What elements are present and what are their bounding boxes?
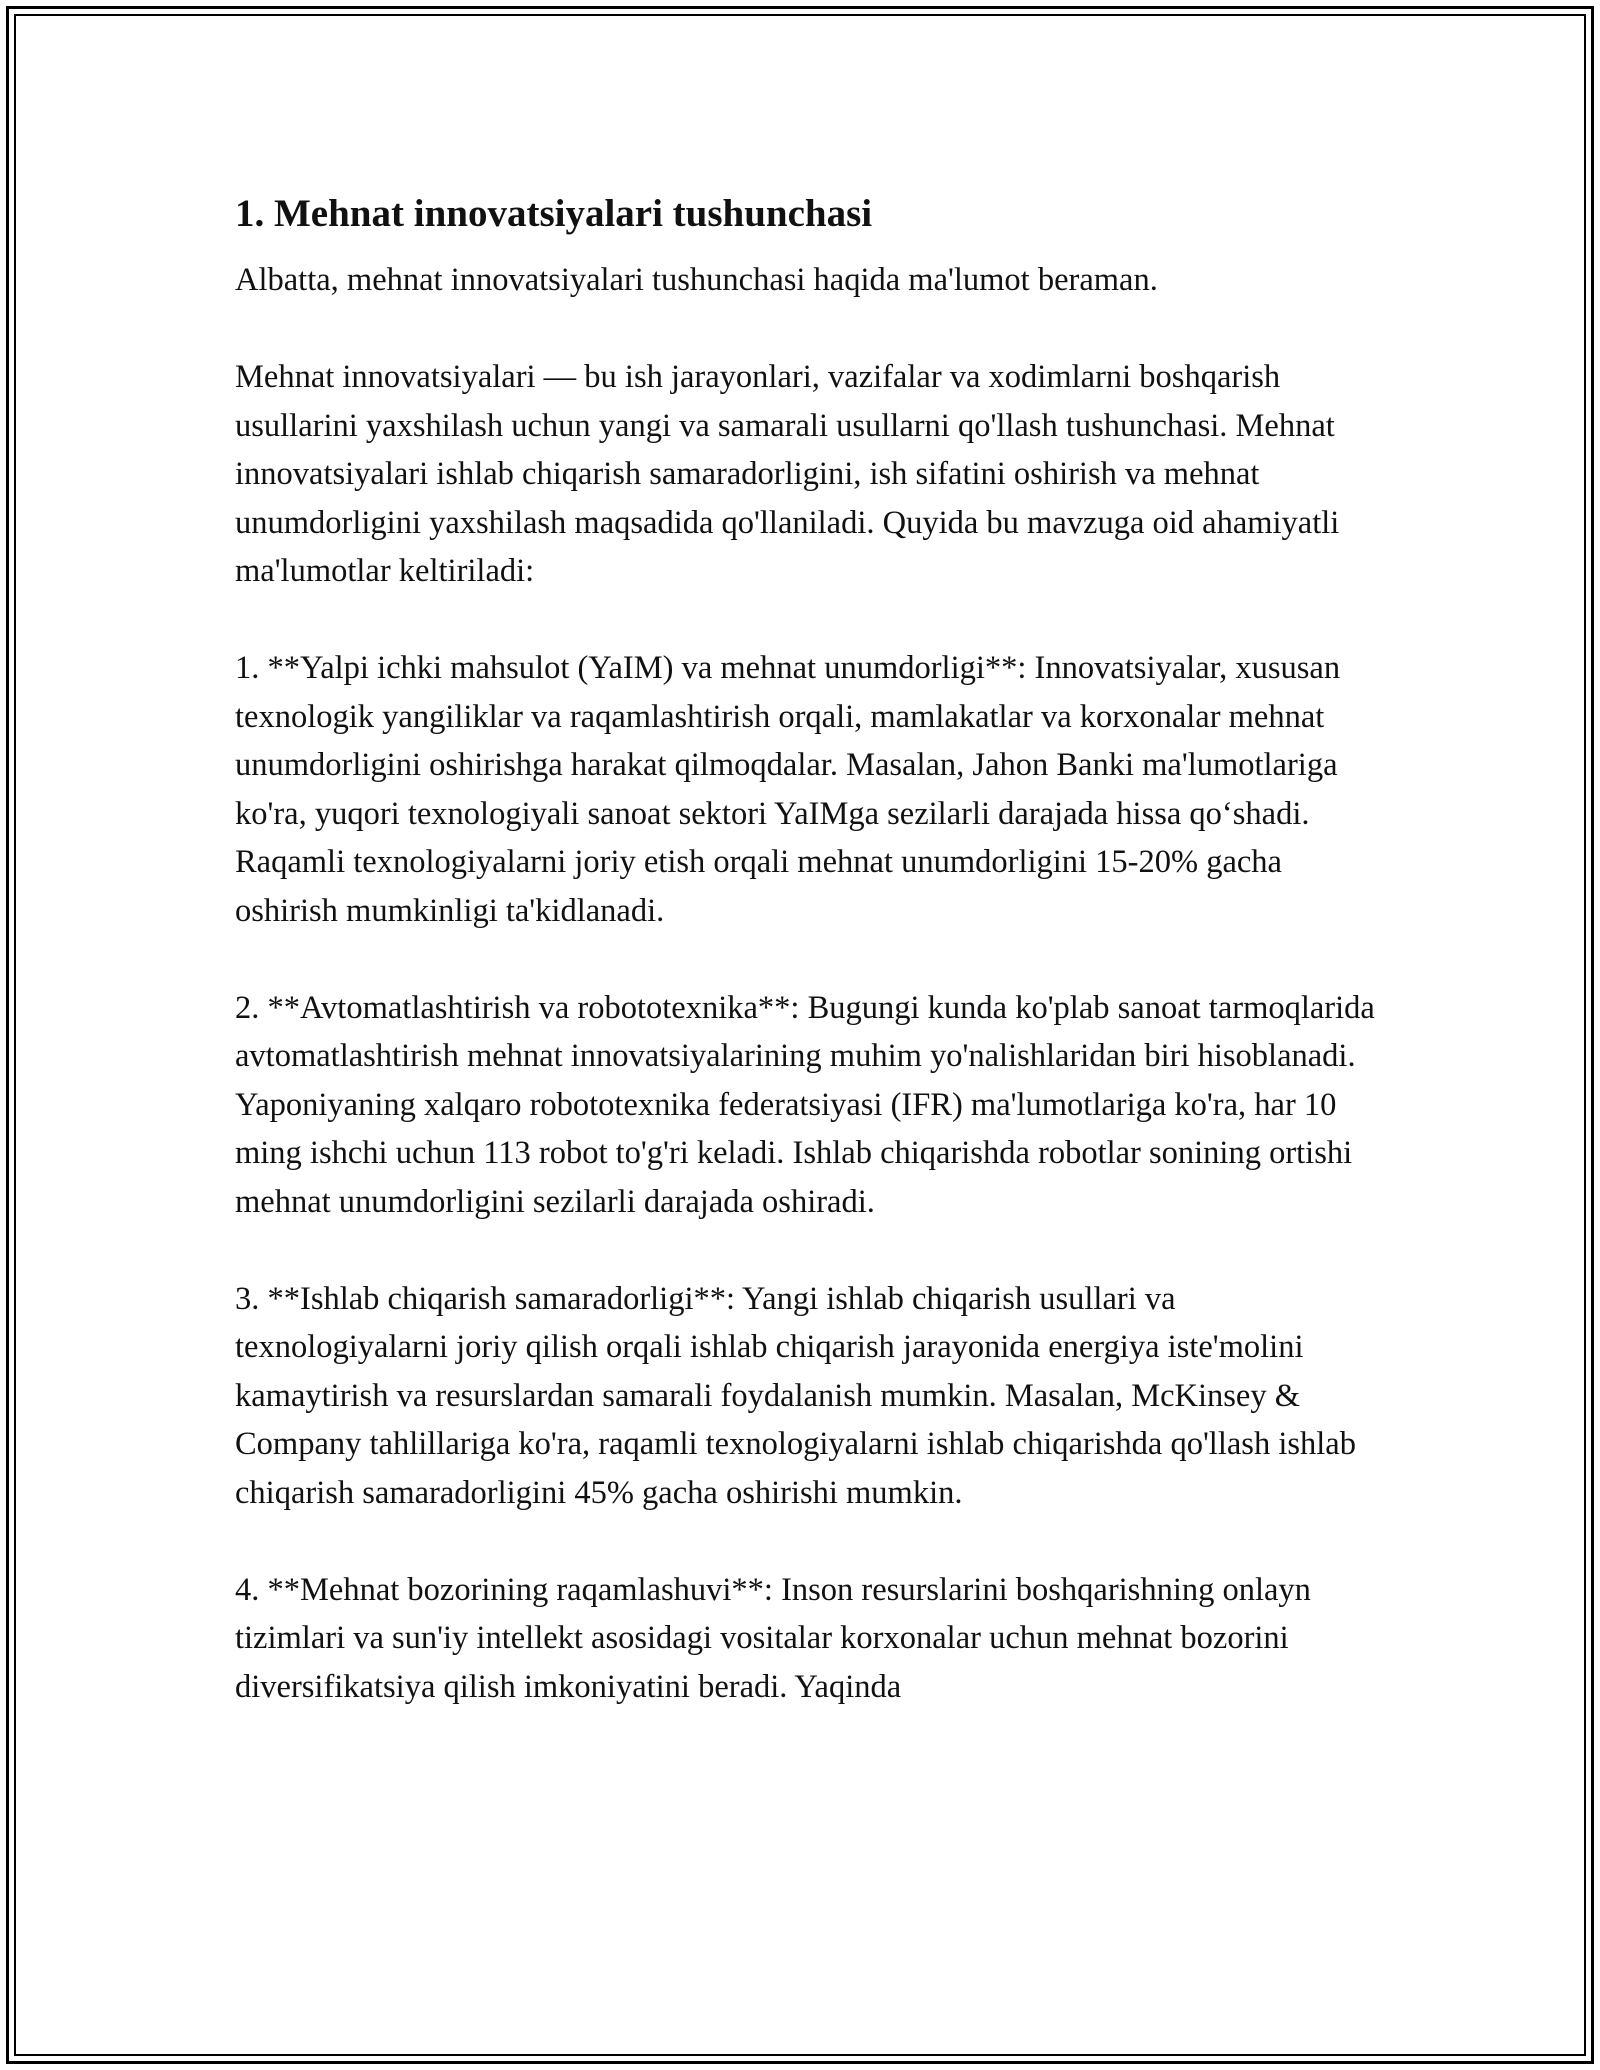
list-item-gdp-productivity: 1. **Yalpi ichki mahsulot (YaIM) va mehnat unumdorligi**: Innovatsiyalar, xususan texnologik yangiliklar va raqamlashtirish orqali, mamlakatlar va korxonalar mehnat unumdorligini oshirishga harakat qilmoqdalar. Masalan, Jahon Banki ma'lumotlariga ko'ra, yuqori texnologiyali sanoat sektori YaIMga sezilarli darajada hissa qo‘shadi. Raqamli texnologiyalarni joriy etish orqali mehnat unumdorligini 15-20% gacha oshirish mumkinligi ta'kidlanadi. <box>235 650 1341 929</box>
intro-paragraph: Albatta, mehnat innovatsiyalari tushunchasi haqida ma'lumot beraman. <box>235 262 1158 298</box>
section-title: 1. Mehnat innovatsiyalari tushunchasi <box>235 192 873 235</box>
list-item-labor-market-digitalization: 4. **Mehnat bozorining raqamlashuvi**: Inson resurslarini boshqarishning onlayn tizimlari va sun'iy intellekt asosidagi vositalar korxonalar uchun mehnat bozorini diversifikatsiya qilish imkoniyatini beradi. Yaqinda <box>235 1571 1311 1705</box>
list-item-automation-robotics: 2. **Avtomatlashtirish va robototexnika**: Bugungi kunda ko'plab sanoat tarmoqlarida avtomatlashtirish mehnat innovatsiyalarining muhim yo'nalishlaridan biri hisoblanadi. Yaponiyaning xalqaro robototexnika federatsiyasi (IFR) ma'lumotlariga ko'ra, har 10 ming ishchi uchun 113 robot to'g'ri keladi. Ishlab chiqarishda robotlar sonining ortishi mehnat unumdorligini sezilarli darajada oshiradi. <box>235 989 1375 1220</box>
document-body <box>235 188 1375 1711</box>
list-item-production-efficiency: 3. **Ishlab chiqarish samaradorligi**: Yangi ishlab chiqarish usullari va texnologiyalarni joriy qilish orqali ishlab chiqarish jarayonida energiya iste'molini kamaytirish va resurslardan samarali foydalanish mumkin. Masalan, McKinsey & Company tahlillariga ko'ra, raqamli texnologiyalarni ishlab chiqarishda qo'llash ishlab chiqarish samaradorligini 45% gacha oshirishi mumkin. <box>235 1280 1356 1511</box>
definition-paragraph: Mehnat innovatsiyalari — bu ish jarayonlari, vazifalar va xodimlarni boshqarish usullarini yaxshilash uchun yangi va samarali usullarni qo'llash tushunchasi. Mehnat innovatsiyalari ishlab chiqarish samaradorligini, ish sifatini oshirish va mehnat unumdorligini yaxshilash maqsadida qo'llaniladi. Quyida bu mavzuga oid ahamiyatli ma'lumotlar keltiriladi: <box>235 359 1340 589</box>
